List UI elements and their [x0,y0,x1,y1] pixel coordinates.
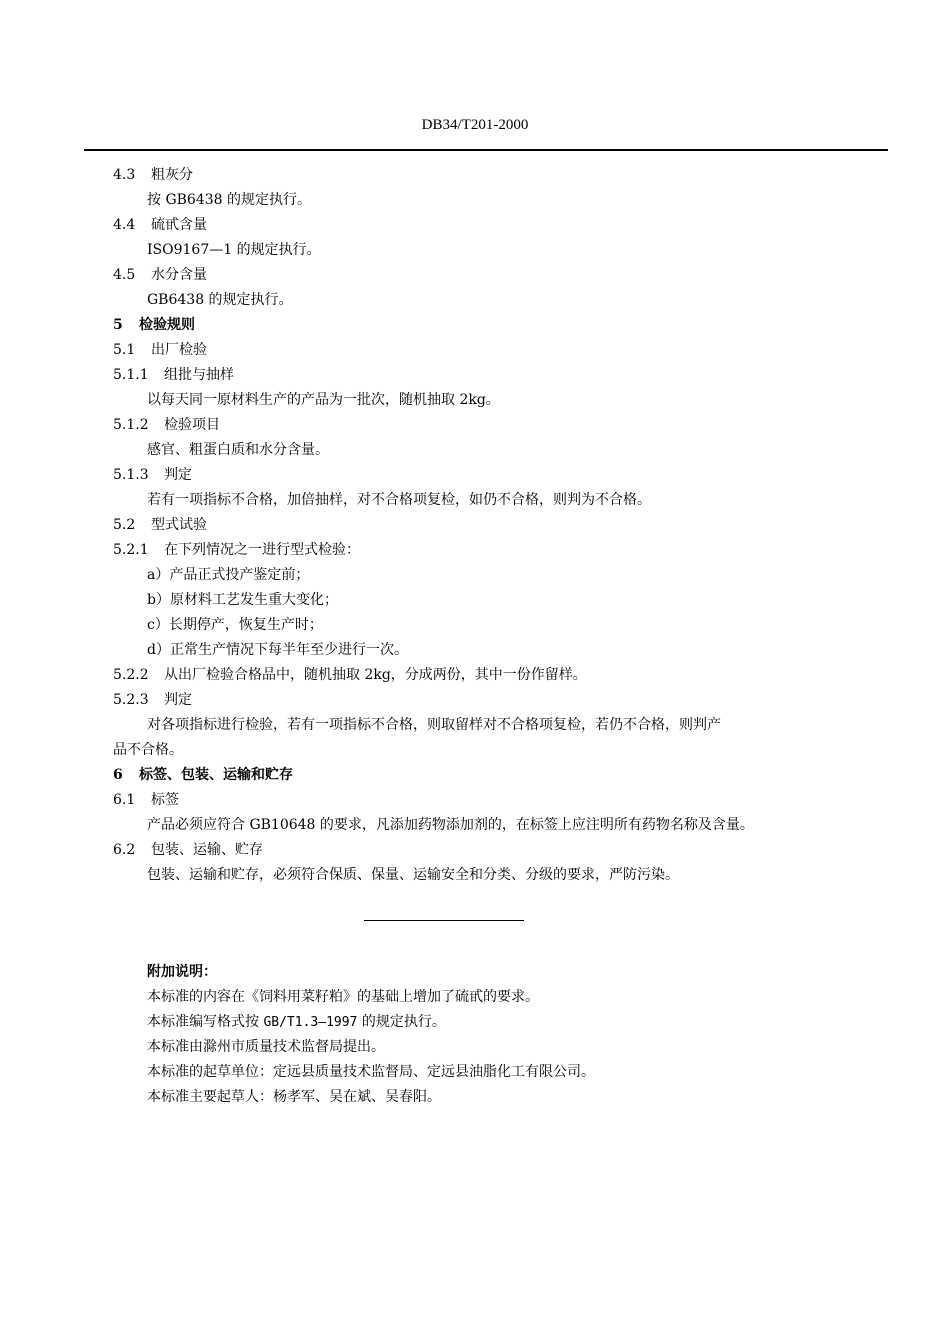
clause-5-1-3-body: 若有一项指标不合格，加倍抽样，对不合格项复检，如仍不合格，则判为不合格。 [147,492,651,508]
note-2-suffix: 的规定执行。 [361,1014,446,1030]
clause-number: 6.2 [113,842,136,858]
clause-6-2-heading [113,840,263,860]
header-divider [84,149,888,151]
clause-number: 5.2.3 [113,692,149,708]
clause-number: 4.3 [113,167,136,183]
chapter-number: 6 [113,767,123,783]
note-4: 本标准的起草单位：定远县质量技术监督局、定远县油脂化工有限公司。 [147,1064,595,1080]
clause-5-2-1-heading [113,540,360,560]
clause-number: 5.2 [113,517,136,533]
clause-title: 水分含量 [151,267,207,283]
list-item-b: b）原材料工艺发生重大变化； [147,592,338,608]
clause-5-1-1-heading [113,365,234,385]
clause-5-1-1-body: 以每天同一原材料生产的产品为一批次，随机抽取 2kg。 [147,392,500,408]
clause-title: 出厂检验 [151,342,207,358]
clause-6-1-heading [113,790,179,810]
clause-4-5-heading [113,265,207,285]
chapter-6-heading [113,765,293,785]
clause-number: 4.5 [113,267,136,283]
clause-6-2-body: 包装、运输和贮存，必须符合保质、保量、运输安全和分类、分级的要求，严防污染。 [147,867,679,883]
clause-title: 型式试验 [151,517,207,533]
clause-number: 5.2.2 [113,667,149,683]
clause-6-1-body: 产品必须应符合 GB10648 的要求，凡添加药物添加剂的，在标签上应注明所有药物名称及含量。 [147,817,754,833]
notes-title: 附加说明： [147,964,217,980]
note-2-prefix: 本标准编写格式按 [147,1014,259,1030]
note-2-code: GB/T1.3—1997 [263,1015,358,1030]
end-of-text-rule [364,920,524,921]
chapter-number: 5 [113,317,123,333]
list-item-d: d）正常生产情况下每半年至少进行一次。 [147,642,408,658]
clause-number: 4.4 [113,217,136,233]
clause-5-1-3-heading [113,465,192,485]
chapter-5-heading [113,315,195,335]
clause-4-5-body: GB6438 的规定执行。 [147,292,293,308]
note-2 [147,1012,446,1033]
clause-title: 判定 [164,692,192,708]
clause-number: 5.1.2 [113,417,149,433]
clause-5-1-2-body: 感官、粗蛋白质和水分含量。 [147,442,329,458]
chapter-title: 检验规则 [139,317,195,333]
list-item-c: c）长期停产，恢复生产时； [147,617,323,633]
clause-5-2-3-body-line1: 对各项指标进行检验，若有一项指标不合格，则取留样对不合格项复检，若仍不合格，则判产 [147,717,721,733]
clause-title: 从出厂检验合格品中，随机抽取 2kg，分成两份，其中一份作留样。 [164,667,587,683]
clause-number: 5.1 [113,342,136,358]
clause-number: 6.1 [113,792,136,808]
clause-title: 检验项目 [164,417,220,433]
clause-number: 5.1.3 [113,467,149,483]
clause-5-2-heading [113,515,207,535]
note-3: 本标准由滁州市质量技术监督局提出。 [147,1039,385,1055]
note-1: 本标准的内容在《饲料用菜籽粕》的基础上增加了硫甙的要求。 [147,989,539,1005]
clause-5-2-2-heading [113,665,587,685]
clause-4-4-body: ISO9167—1 的规定执行。 [147,242,321,258]
clause-4-3-body: 按 GB6438 的规定执行。 [147,192,312,208]
clause-number: 5.1.1 [113,367,149,383]
clause-5-1-heading [113,340,207,360]
clause-5-2-3-body-line2: 品不合格。 [113,742,183,758]
clause-4-3-heading [113,165,193,185]
clause-title: 粗灰分 [151,167,193,183]
clause-title: 在下列情况之一进行型式检验： [164,542,360,558]
chapter-title: 标签、包装、运输和贮存 [139,767,293,783]
list-item-a: a）产品正式投产鉴定前； [147,567,310,583]
clause-5-1-2-heading [113,415,220,435]
note-5: 本标准主要起草人：杨孝军、吴在斌、吴春阳。 [147,1089,441,1105]
clause-number: 5.2.1 [113,542,149,558]
clause-4-4-heading [113,215,207,235]
clause-5-2-3-heading [113,690,192,710]
document-code: DB34/T201-2000 [421,117,529,133]
clause-title: 包装、运输、贮存 [151,842,263,858]
clause-title: 标签 [151,792,179,808]
clause-title: 判定 [164,467,192,483]
clause-title: 硫甙含量 [151,217,207,233]
clause-title: 组批与抽样 [164,367,234,383]
